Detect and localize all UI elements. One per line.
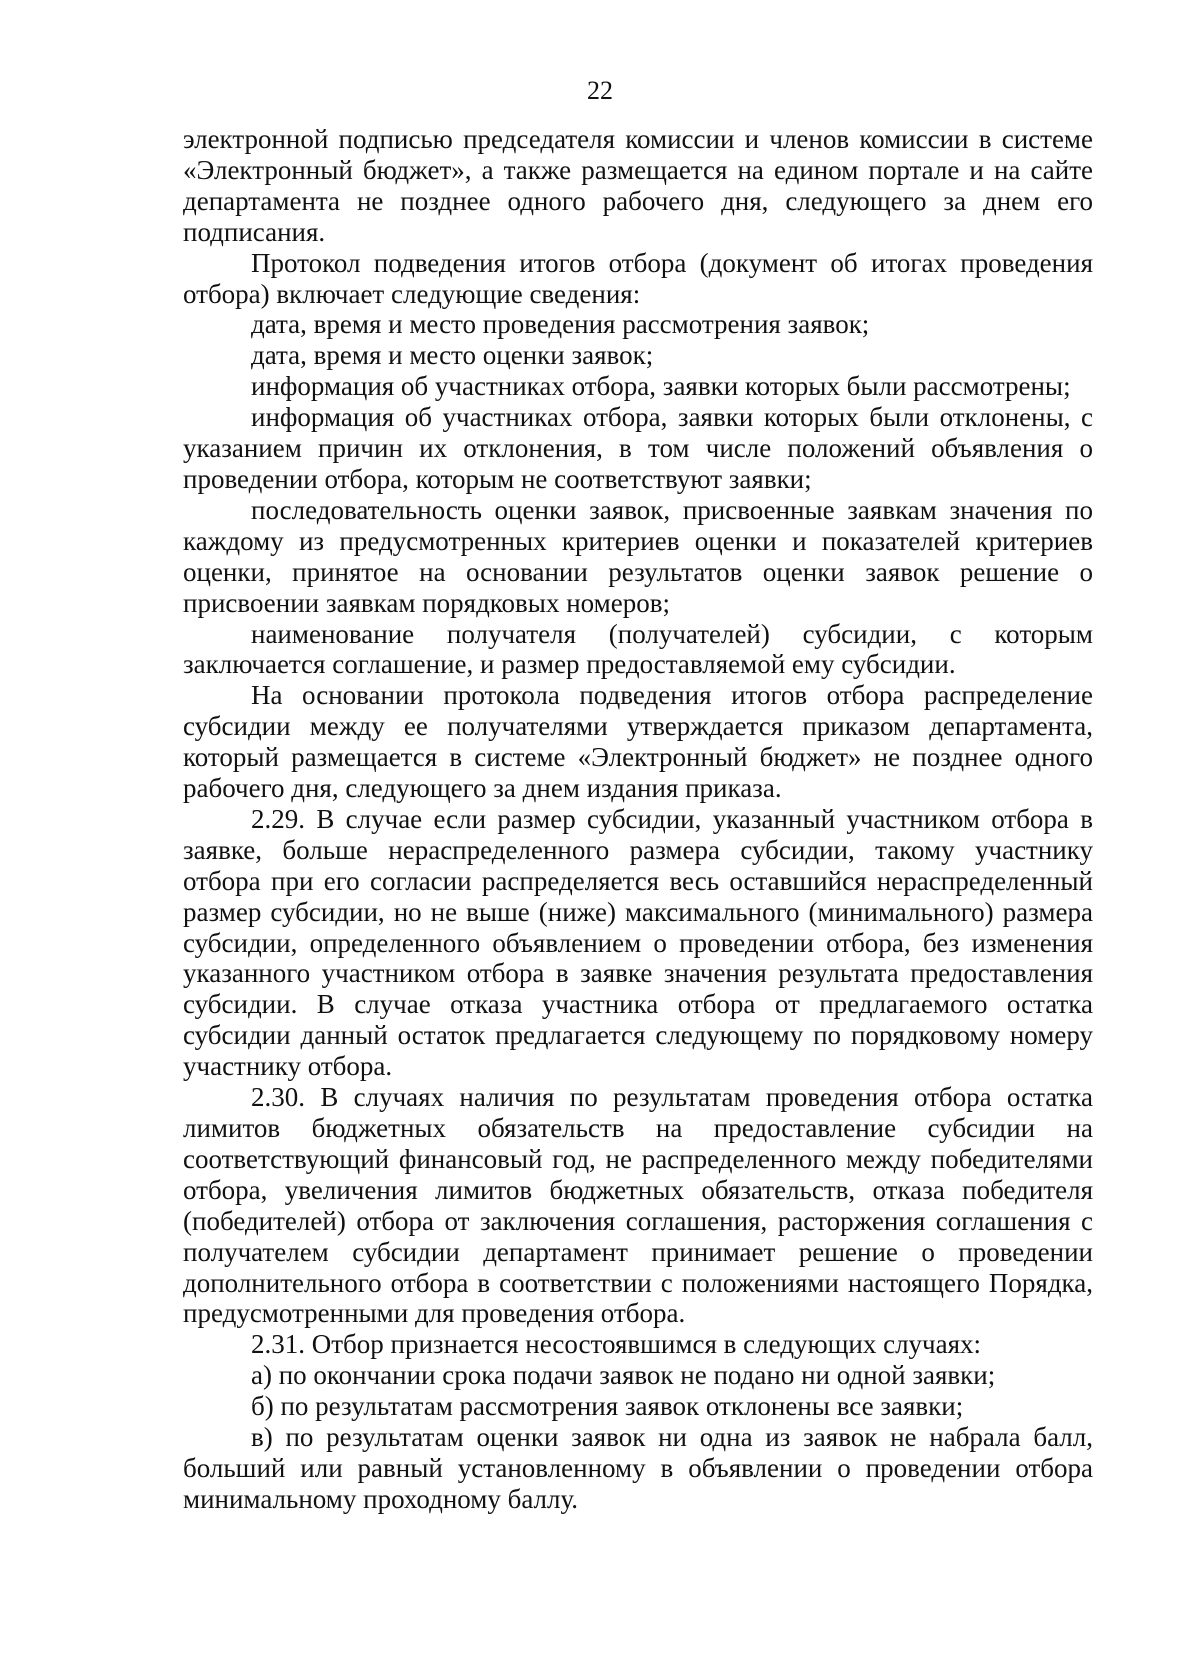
list-item: последовательность оценки заявок, присвоенные заявкам значения по каждому из предусмотренных критериев оценки и показателей критериев оценки, принятое на основании результатов оценки заявок решение о присвоении заявкам порядковых номеров; [183, 494, 1093, 618]
list-item: информация об участниках отбора, заявки которых были отклонены, с указанием причин их отклонения, в том числе положений объявления о проведении отбора, которым не соответствуют заявки; [183, 402, 1093, 494]
paragraph: На основании протокола подведения итогов отбора распределение субсидии между ее получателями утверждается приказом департамента, который размещается в системе «Электронный бюджет» не позднее одного рабочего дня, следующего за днем издания приказа. [183, 680, 1093, 804]
list-item: наименование получателя (получателей) субсидии, с которым заключается соглашение, и размер предоставляемой ему субсидии. [183, 618, 1093, 680]
paragraph: электронной подписью председателя комиссии и членов комиссии в системе «Электронный бюджет», а также размещается на едином портале и на сайте департамента не позднее одного рабочего дня, следующего за днем его подписания. [183, 124, 1093, 247]
clause-2-31: 2.31. Отбор признается несостоявшимся в следующих случаях: [251, 1329, 982, 1360]
clause-2-29: 2.29. В случае если размер субсидии, указанный участником отбора в заявке, больше нераспределенного размера субсидии, такому участнику отбора при его согласии распределяется весь оставшийся нераспределенный размер субсидии, но не выше (ниже) максимального (минимального) размера субсидии, определенного объявлением о проведении отбора, без изменения указанного участником отбора в заявке значения результата предоставления субсидии. В случае отказа участника отбора от предлагаемого остатка субсидии данный остаток предлагается следующему по порядковому номеру участнику отбора. [183, 803, 1093, 1082]
document-body [183, 124, 1093, 1515]
list-item: дата, время и место оценки заявок; [251, 340, 654, 371]
clause-2-30: 2.30. В случаях наличия по результатам проведения отбора остатка лимитов бюджетных обязательств на предоставление субсидии на соответствующий финансовый год, не распределенного между победителями отбора, увеличения лимитов бюджетных обязательств, отказа победителя (победителей) отбора от заключения соглашения, расторжения соглашения с получателем субсидии департамент принимает решение о проведении дополнительного отбора в соответствии с положениями настоящего Порядка, предусмотренными для проведения отбора. [183, 1082, 1093, 1329]
list-item: б) по результатам рассмотрения заявок отклонены все заявки; [251, 1391, 964, 1422]
paragraph: Протокол подведения итогов отбора (документ об итогах проведения отбора) включает следующие сведения: [183, 247, 1093, 309]
list-item: дата, время и место проведения рассмотрения заявок; [251, 309, 870, 340]
list-item: информация об участниках отбора, заявки которых были рассмотрены; [251, 371, 1071, 402]
page-number: 22 [587, 76, 613, 105]
list-item: а) по окончании срока подачи заявок не подано ни одной заявки; [251, 1360, 996, 1391]
list-item: в) по результатам оценки заявок ни одна из заявок не набрала балл, больший или равный установленному в объявлении о проведении отбора минимальному проходному баллу. [183, 1422, 1093, 1514]
